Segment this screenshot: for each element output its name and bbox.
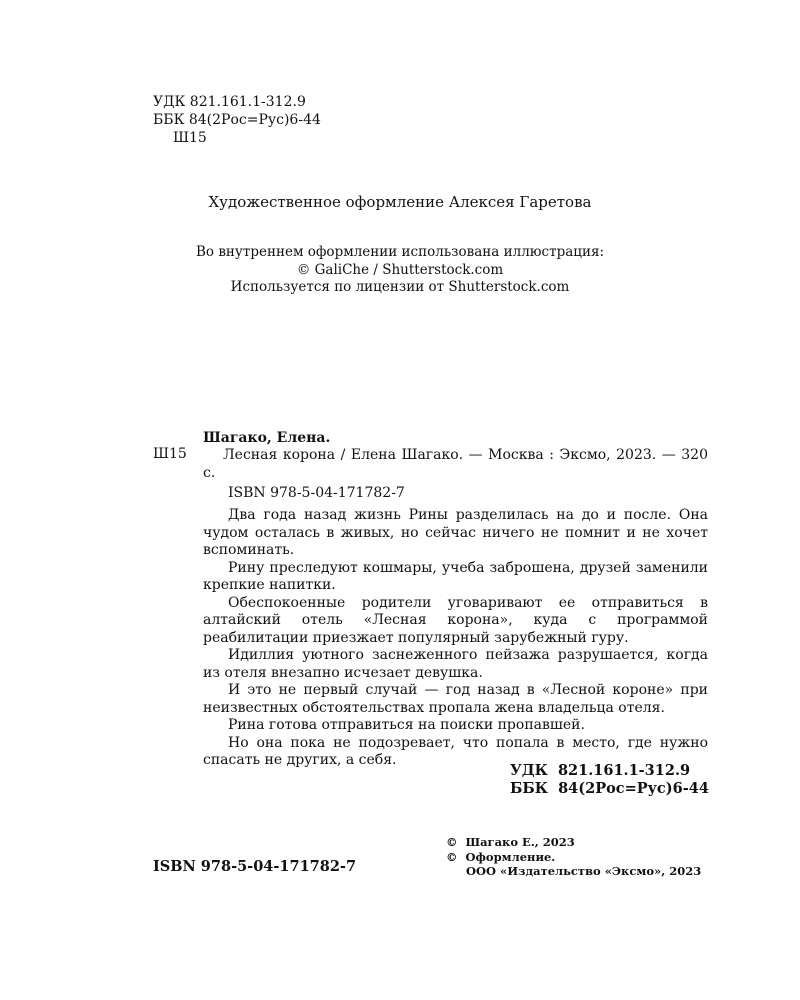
illustration-credit-line: © GaliChe / Shutterstock.com bbox=[296, 261, 504, 278]
header-codes bbox=[153, 93, 321, 147]
bib-entry-text: Лесная корона / Елена Шагако. — Москва : Эксмо, 2023. — 320 с. bbox=[203, 447, 708, 481]
copyright-line: © Шагако Е., 2023 bbox=[446, 835, 575, 849]
illustration-credit-line: Используется по лицензии от Shutterstock.com bbox=[230, 279, 570, 295]
illustration-credit bbox=[0, 244, 800, 297]
cover-credit: Художественное оформление Алексея Гаретова bbox=[208, 193, 592, 211]
udk-code: УДК 821.161.1-312.9 bbox=[153, 94, 306, 110]
author-sign-code: Ш15 bbox=[173, 130, 207, 146]
annotation-paragraph: И это не первый случай — год назад в «Лесной короне» при неизвестных обстоятельствах пропала жена владельца отеля. bbox=[203, 682, 708, 716]
bib-entry bbox=[203, 446, 708, 482]
copyright-line: © Оформление. bbox=[446, 849, 556, 864]
bbk-code-bold: ББК 84(2Рос=Рус)6-44 bbox=[510, 780, 709, 797]
footer-isbn: ISBN 978-5-04-171782-7 bbox=[153, 858, 357, 875]
bbk-code: ББК 84(2Рос=Рус)6-44 bbox=[153, 112, 321, 128]
bib-index-code: Ш15 bbox=[153, 446, 187, 462]
bib-isbn: ISBN 978-5-04-171782-7 bbox=[228, 485, 405, 501]
udk-code-bold: УДК 821.161.1-312.9 bbox=[510, 762, 691, 779]
annotation-paragraph: Рину преследуют кошмары, учеба заброшена, друзей заменили крепкие напитки. bbox=[203, 559, 708, 593]
illustration-credit-line: Во внутреннем оформлении использована иллюстрация: bbox=[195, 244, 605, 260]
annotation-paragraph: Рина готова отправиться на поиски пропавшей. bbox=[228, 717, 585, 733]
classification-codes bbox=[510, 762, 709, 798]
annotation-paragraph: Но она пока не подозревает, что попала в место, где нужно спасать не других, а себя. bbox=[203, 734, 708, 768]
bib-author: Шагако, Елена. bbox=[203, 430, 331, 446]
copyright-block bbox=[446, 835, 701, 879]
annotation-paragraph: Идиллия уютного заснеженного пейзажа разрушается, когда из отеля внезапно исчезает девушка. bbox=[203, 647, 708, 681]
annotation-paragraph: Обеспокоенные родители уговаривают ее отправиться в алтайский отель «Лесная корона», куда с программой реабилитации приезжает популярный зарубежный гуру. bbox=[203, 594, 708, 646]
annotation-paragraph: Два года назад жизнь Рины разделилась на до и после. Она чудом осталась в живых, но сейчас ничего не помнит и не хочет вспоминать. bbox=[203, 507, 708, 558]
annotation bbox=[203, 507, 708, 770]
copyright-line: ООО «Издательство «Эксмо», 2023 bbox=[466, 864, 702, 878]
